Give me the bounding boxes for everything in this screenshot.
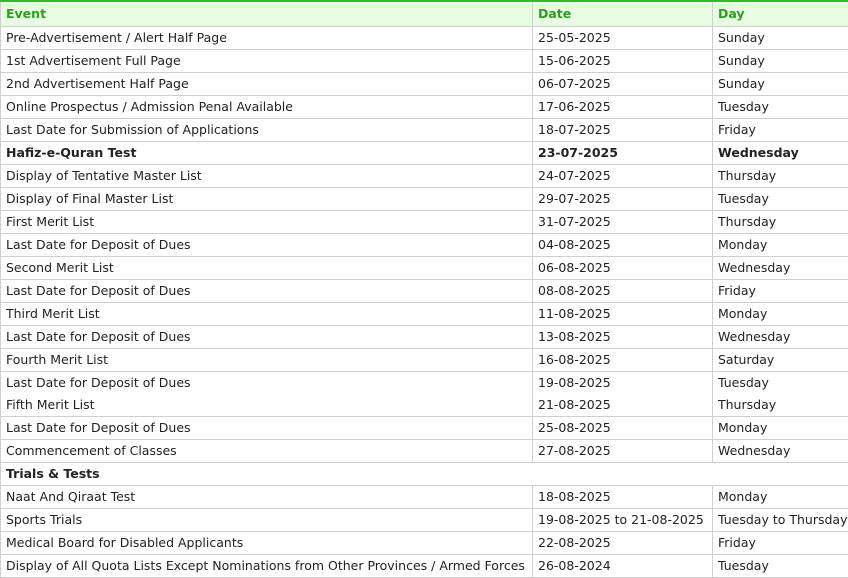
cell-event: Display of Tentative Master List bbox=[1, 164, 533, 187]
cell-date: 23-07-2025 bbox=[533, 141, 713, 164]
cell-day: Sunday bbox=[713, 49, 848, 72]
column-header-day: Day bbox=[713, 1, 848, 26]
table-row bbox=[1, 348, 848, 371]
cell-event: Medical Board for Disabled Applicants bbox=[1, 531, 533, 554]
cell-event: Pre-Advertisement / Alert Half Page bbox=[1, 26, 533, 49]
table-row bbox=[1, 256, 848, 279]
cell-day: Friday bbox=[713, 118, 848, 141]
cell-event: Last Date for Deposit of Dues bbox=[1, 279, 533, 302]
cell-day: Sunday bbox=[713, 72, 848, 95]
table-row bbox=[1, 279, 848, 302]
cell-event: Second Merit List bbox=[1, 256, 533, 279]
cell-date: 31-07-2025 bbox=[533, 210, 713, 233]
table-row bbox=[1, 118, 848, 141]
cell-event: Commencement of Classes bbox=[1, 439, 533, 462]
cell-day: Thursday bbox=[713, 164, 848, 187]
cell-day: Monday bbox=[713, 302, 848, 325]
cell-date: 19-08-2025 21-08-2025 bbox=[533, 371, 713, 416]
cell-event: 2nd Advertisement Half Page bbox=[1, 72, 533, 95]
cell-date: 24-07-2025 bbox=[533, 164, 713, 187]
cell-day: Wednesday bbox=[713, 256, 848, 279]
cell-date: 25-05-2025 bbox=[533, 26, 713, 49]
cell-day: Monday bbox=[713, 233, 848, 256]
cell-date: 15-06-2025 bbox=[533, 49, 713, 72]
section-row bbox=[1, 462, 848, 485]
cell-event: Hafiz-e-Quran Test bbox=[1, 141, 533, 164]
cell-day: Friday bbox=[713, 279, 848, 302]
cell-date: 16-08-2025 bbox=[533, 348, 713, 371]
cell-event: Fourth Merit List bbox=[1, 348, 533, 371]
table-row bbox=[1, 164, 848, 187]
table-row bbox=[1, 416, 848, 439]
table-row bbox=[1, 95, 848, 118]
table-row bbox=[1, 508, 848, 531]
table-body bbox=[1, 26, 848, 577]
cell-event: Last Date for Deposit of Dues bbox=[1, 325, 533, 348]
cell-day: Saturday bbox=[713, 348, 848, 371]
table-row bbox=[1, 72, 848, 95]
cell-event: Online Prospectus / Admission Penal Available bbox=[1, 95, 533, 118]
cell-date: 06-08-2025 bbox=[533, 256, 713, 279]
cell-date: 26-08-2024 bbox=[533, 554, 713, 577]
cell-date: 17-06-2025 bbox=[533, 95, 713, 118]
cell-date: 04-08-2025 bbox=[533, 233, 713, 256]
table-row bbox=[1, 325, 848, 348]
cell-event: Naat And Qiraat Test bbox=[1, 485, 533, 508]
table-row bbox=[1, 141, 848, 164]
cell-event: Last Date for Deposit of Dues bbox=[1, 416, 533, 439]
table-row bbox=[1, 233, 848, 256]
cell-date: 13-08-2025 bbox=[533, 325, 713, 348]
cell-day: Tuesday bbox=[713, 554, 848, 577]
cell-date: 06-07-2025 bbox=[533, 72, 713, 95]
table-row bbox=[1, 187, 848, 210]
cell-day: Sunday bbox=[713, 26, 848, 49]
cell-day: Wednesday bbox=[713, 439, 848, 462]
cell-day: Thursday bbox=[713, 210, 848, 233]
column-header-date: Date bbox=[533, 1, 713, 26]
cell-event: Last Date for Deposit of Dues bbox=[1, 233, 533, 256]
table-row bbox=[1, 531, 848, 554]
cell-date: 11-08-2025 bbox=[533, 302, 713, 325]
cell-event: Display of All Quota Lists Except Nominations from Other Provinces / Armed Forces bbox=[1, 554, 533, 577]
cell-day: Tuesday bbox=[713, 187, 848, 210]
table-row bbox=[1, 210, 848, 233]
cell-event: Display of Final Master List bbox=[1, 187, 533, 210]
cell-date: 18-07-2025 bbox=[533, 118, 713, 141]
cell-day: Tuesday bbox=[713, 95, 848, 118]
cell-day: Tuesday Thursday bbox=[713, 371, 848, 416]
cell-event: 1st Advertisement Full Page bbox=[1, 49, 533, 72]
cell-date: 22-08-2025 bbox=[533, 531, 713, 554]
table-row bbox=[1, 439, 848, 462]
cell-date: 18-08-2025 bbox=[533, 485, 713, 508]
cell-day: Wednesday bbox=[713, 141, 848, 164]
table-row bbox=[1, 485, 848, 508]
cell-date: 19-08-2025 to 21-08-2025 bbox=[533, 508, 713, 531]
cell-event: First Merit List bbox=[1, 210, 533, 233]
table-row bbox=[1, 554, 848, 577]
cell-date: 27-08-2025 bbox=[533, 439, 713, 462]
table-row bbox=[1, 26, 848, 49]
cell-day: Tuesday to Thursday bbox=[713, 508, 848, 531]
cell-event: Last Date for Submission of Applications bbox=[1, 118, 533, 141]
cell-day: Friday bbox=[713, 531, 848, 554]
table-header-row bbox=[1, 1, 848, 26]
cell-date: 29-07-2025 bbox=[533, 187, 713, 210]
table-row bbox=[1, 371, 848, 416]
cell-date: 08-08-2025 bbox=[533, 279, 713, 302]
cell-day: Wednesday bbox=[713, 325, 848, 348]
column-header-event: Event bbox=[1, 1, 533, 26]
cell-day: Monday bbox=[713, 416, 848, 439]
table-row bbox=[1, 302, 848, 325]
cell-event: Sports Trials bbox=[1, 508, 533, 531]
cell-date: 25-08-2025 bbox=[533, 416, 713, 439]
table-row bbox=[1, 49, 848, 72]
cell-event: Last Date for Deposit of Dues Fifth Merit List bbox=[1, 371, 533, 416]
cell-event: Third Merit List bbox=[1, 302, 533, 325]
section-title: Trials & Tests bbox=[1, 462, 848, 485]
cell-day: Monday bbox=[713, 485, 848, 508]
